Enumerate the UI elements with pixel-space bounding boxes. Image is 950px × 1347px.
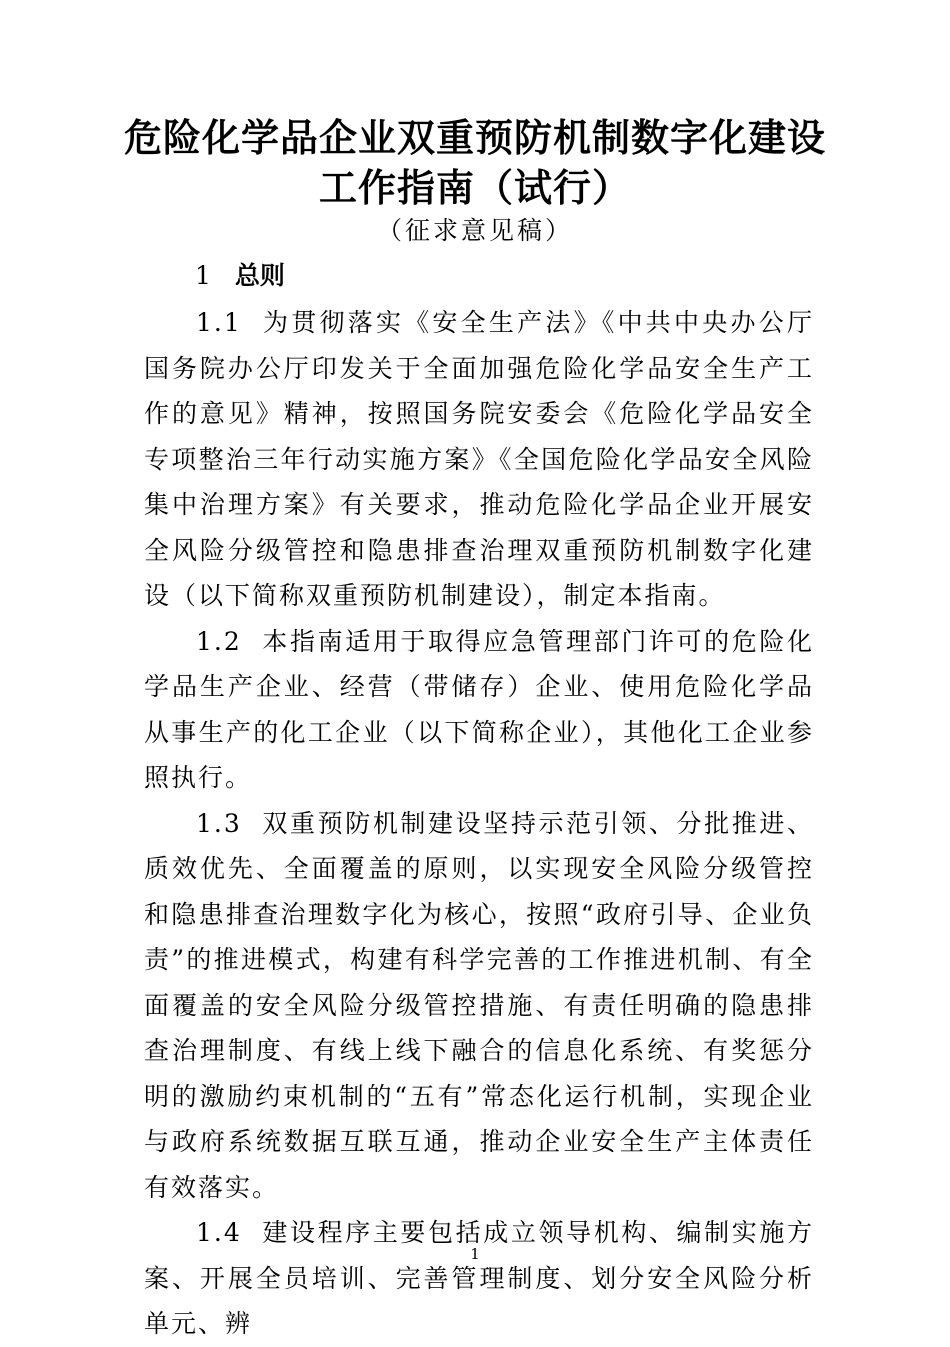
paragraph-1-3: [144, 801, 814, 1211]
section-title: 总则: [234, 261, 285, 290]
section-heading: [195, 258, 285, 294]
paragraph-text: 双重预防机制建设坚持示范引领、分批推进、质效优先、全面覆盖的原则，以实现安全风险分级管控和隐患排查治理数字化为核心，按照“政府引导、企业负责”的推进模式，构建有科学完善的工作推进机制、有全面覆盖的安全风险分级管控措施、有责任明确的隐患排查治理制度、有线上线下融合的信息化系统、有奖惩分明的激励约束机制的“五有”常态化运行机制，实现企业与政府系统数据互联互通，推动企业安全生产主体责任有效落实。: [144, 808, 814, 1202]
paragraph-text: 为贯彻落实《安全生产法》《中共中央办公厅国务院办公厅印发关于全面加强危险化学品安全生产工作的意见》精神，按照国务院安委会《危险化学品安全专项整治三年行动实施方案》《全国危险化学品安全风险集中治理方案》有关要求，推动危险化学品企业开展安全风险分级管控和隐患排查治理双重预防机制数字化建设（以下简称双重预防机制建设），制定本指南。: [144, 308, 814, 610]
paragraph-1-1: [144, 300, 814, 619]
paragraph-number: 1.3: [196, 808, 242, 838]
section-number: 1: [195, 261, 211, 290]
paragraph-number: 1.2: [196, 626, 242, 656]
document-subtitle: （征求意见稿）: [376, 216, 573, 245]
paragraph-text: 本指南适用于取得应急管理部门许可的危险化学品生产企业、经营（带储存）企业、使用危险化学品从事生产的化工企业（以下简称企业），其他化工企业参照执行。: [144, 626, 814, 792]
paragraph-1-4: [144, 1210, 814, 1347]
paragraph-text: 建设程序主要包括成立领导机构、编制实施方案、开展全员培训、完善管理制度、划分安全风险分析单元、辨: [144, 1218, 814, 1338]
paragraph-number: 1.4: [196, 1218, 242, 1247]
page-number: 1: [470, 1245, 480, 1263]
paragraph-number: 1.1: [196, 308, 242, 337]
document-title-line-2: 工作指南（试行）: [318, 165, 631, 210]
document-title-line-1: 危险化学品企业双重预防机制数字化建设: [123, 115, 826, 160]
paragraph-1-2: [144, 619, 814, 801]
document-body: [144, 300, 814, 1347]
